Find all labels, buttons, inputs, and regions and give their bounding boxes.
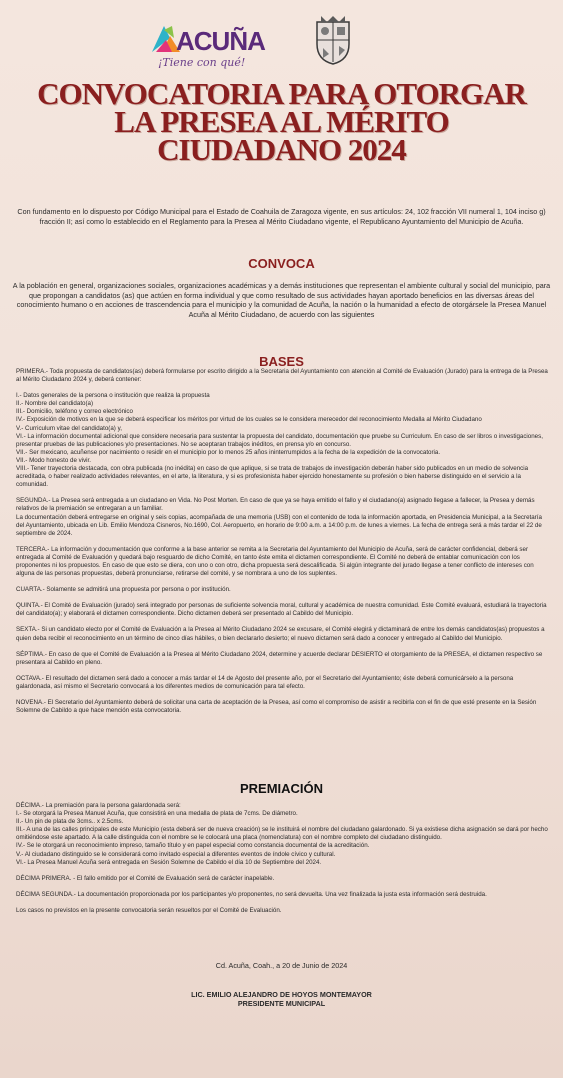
list-item: I.- Se otorgará la Presea Manuel Acuña, que consistirá en una medalla de plata de 7cms. De diámetro. — [16, 810, 298, 818]
list-item: IV.- Exposición de motivos en la que se deberá especificar los méritos por virtud de los cuales se le considera merecedor del reconocimiento Medalla al Mérito Ciudadano — [16, 416, 482, 424]
list-item: V.- Curriculum vitae del candidato(a) y, — [16, 424, 122, 432]
bases-heading: BASES — [259, 354, 304, 369]
decima: DÉCIMA.- La premiación para la persona galardonada será: — [16, 802, 181, 809]
decima-primera: DÉCIMA PRIMERA. - El fallo emitido por el Comité de Evaluación será de carácter inapelable. — [16, 874, 275, 882]
title-line-3: CIUDADANO 2024 — [157, 132, 406, 167]
list-item: IV.- Se le otorgará un reconocimiento impreso, tamaño título y en papel especial como constancia documental de la acreditación. — [16, 842, 370, 850]
header — [0, 8, 563, 78]
list-item: V.- Al ciudadano distinguido se le considerará como invitado especial a diferentes eventos de índole cívico y cultural. — [16, 850, 336, 858]
base-primera: PRIMERA.- Toda propuesta de candidatos(as) deberá formularse por escrito dirigido a la Secretaria del Ayuntamiento con atención al Comité de Evaluación (Jurado) para la entrega de la Presea al Mérito Ciudadano 2024 y, deberá contener: — [16, 368, 548, 384]
list-item: VII.- Ser mexicano, acuñense por nacimiento o residir en el municipio por lo menos 25 años ininterrumpidos a la fecha de la expedición de la convocatoria. — [16, 448, 441, 456]
signature-block — [0, 990, 563, 1009]
list-item: VI.- La información documental adicional que considere necesaria para sustentar la propuesta del candidato, documentación que pruebe su Curriculum. En caso de ser libros o investigaciones, presentar pruebas de las publicaciones y/o presentaciones. No se aceptaran trabajos inéditos, en prensa y/o en concurso. — [16, 432, 543, 448]
casos-no-previstos: Los casos no previstos en la presente convocatoria serán resueltos por el Comité de Evaluación. — [16, 906, 282, 914]
convoca-paragraph: A la población en general, organizaciones sociales, organizaciones académicas y a demás instituciones que representan el ambiente cultural y social del municipio, para que propongan a candidatos (as) que actúen en forma individual y que como resultado de sus actividades hayan aportado beneficios en las diversas áreas del conocimiento humano o en acciones de trascendencia para el municipio y la comunidad de Acuña, la nación o la humanidad a efecto de otorgársele la Presea Manuel Acuña al Mérito Ciudadano, de acuerdo con las siguientes — [12, 281, 551, 319]
base-novena: NOVENA.- El Secretario del Ayuntamiento deberá de solicitar una carta de aceptación de la Presea, así como el compromiso de asistir a recibirla con el fin de que esté presente en la Sesión Solemne de Cabildo a que hace mención esta convocatoria. — [16, 699, 537, 715]
base-segunda: SEGUNDA.- La Presea será entregada a un ciudadano en Vida. No Post Morten. En caso de que ya se haya emitido el fallo y el ciudadano(a) asignado llegase a fallecer, la Presea y demás relativos de la premiación se entregaran a un familiar. — [16, 497, 535, 513]
list-item: VIII.- Tener trayectoria destacada, con obra publicada (no inédita) en caso de que aplique, si se trata de trabajos de investigación deberán haber sido publicados en un medio de solvencia acreditada, o haber realizado actividades relevantes, en el arte, la literatura, y si es profesionista haber ejercido honestamente su profesión o bien haberse distinguido en el servicio a la comunidad. — [16, 465, 529, 489]
title-line-1: CONVOCATORIA PARA OTORGAR — [37, 76, 526, 111]
logo-tagline: ¡Tiene con qué! — [158, 56, 246, 69]
base-septima: SÉPTIMA.- En caso de que el Comité de Evaluación a la Presea al Mérito Ciudadano 2024, determine y acuerde declarar DESIERTO el otorgamiento de la PRESEA, el dictamen respectivo se presentara al Cabildo en pleno. — [16, 650, 543, 666]
list-item: III.- Domicilio, teléfono y correo electrónico — [16, 408, 133, 416]
title-line-2: LA PRESEA AL MÉRITO — [114, 104, 449, 139]
base-quinta: QUINTA.- El Comité de Evaluación (jurado) será integrado por personas de suficiente solvencia moral, cultural y académica de nuestra comunidad. Este Comité evaluará, estudiará la trayectoria del candidato(a); y elaborará el dictamen correspondiente. Dicho dictamen deberá ser presentado al Cabildo del Municipio. — [16, 602, 547, 618]
base-sexta: SEXTA.- Si un candidato electo por el Comité de Evaluación a la Presea al Mérito Ciudadano 2024 se excusare, el Comité elegirá y dictaminará de entre los demás candidatos(as) propuestos a quien deba recibir el reconocimiento en un término de cinco días hábiles, o bien declararlo desierto; el nuevo dictamen será dado a conocer y entregado al Cabildo del Municipio. — [16, 626, 545, 642]
base-tercera: TERCERA.- La información y documentación que conforme a la base anterior se remita a la Secretaria del Ayuntamiento del Municipio de Acuña, será de carácter confidencial, deberá ser entregada al Comité de Evaluación y quedará bajo resguardo de dicho Comité, en tanto éste emita el dictamen correspondiente. El Comité no deberá de entablar comunicación con los proponentes ni los propuestos. En caso de que esto se diera, con uno o con otro, dicha propuesta será descalificada. Si algún integrante del jurado llegase a tener conflicto de intereses con alguna de las personas propuestas, deberá pronunciarse, retirarse del comité, y se nombrara a uno de los suplentes. — [16, 545, 534, 578]
signer-name: LIC. EMILIO ALEJANDRO DE HOYOS MONTEMAYOR — [191, 990, 372, 999]
place-date: Cd. Acuña, Coah., a 20 de Junio de 2024 — [215, 961, 348, 970]
convoca-heading: CONVOCA — [248, 256, 315, 271]
list-item: I.- Datos generales de la persona o institución que realiza la propuesta — [16, 392, 210, 400]
premiacion-section — [16, 802, 549, 915]
base-segunda-documentacion: La documentación deberá entregarse en original y seis copias, acompañada de una memoria (USB) con el contenido de toda la información aportada, en Presidencia Municipal, a la Secretaría del Ayuntamiento, ubicada en Lib. Emilio Mendoza Cisneros, No.1690, Col. Aeropuerto, en horario de 9:00 a.m. a 14:00 p.m. de lunes a viernes. La fecha de entrega será a más tardar el 22 de septiembre de 2024. — [16, 513, 542, 537]
premiacion-heading: PREMIACIÓN — [239, 781, 324, 796]
list-item: VII.- Modo honesto de vivir. — [16, 456, 91, 464]
acuna-logo — [150, 22, 265, 74]
logo-word: ACUÑA — [176, 26, 265, 56]
decima-segunda: DÉCIMA SEGUNDA.- La documentación proporcionada por los participantes y/o proponentes, no será devuelta. Una vez finalizada la justa esta información será destruida. — [16, 890, 487, 898]
page-title — [0, 76, 563, 167]
signer-title: PRESIDENTE MUNICIPAL — [237, 999, 326, 1009]
bases-section — [16, 368, 549, 715]
base-octava: OCTAVA.- El resultado del dictamen será dado a conocer a más tardar el 14 de Agosto del presente año, por el Secretario del Ayuntamiento; éste deberá comunicárselo a la persona galardonada, así mismo el Secretario convocará a los diferentes medios de comunicación para tal efecto. — [16, 674, 514, 690]
intro-paragraph: Con fundamento en lo dispuesto por Código Municipal para el Estado de Coahuila de Zaragoza vigente, en sus artículos: 24, 102 fracción VII numeral 1, 104 inciso g) fracción II; así como lo establecido en el Reglamento para la Presea al Mérito Ciudadano vigente, el Republicano Ayuntamiento del Municipio de Acuña. — [17, 207, 546, 226]
municipal-seal-icon — [313, 14, 353, 66]
list-item: III.- A una de las calles principales de este Municipio (esta deberá ser de nueva creación) se le instituirá el nombre del ciudadano galardonado. Si ya existiese dicha asignación se dará por hecho omitiéndose este apartado. A la calle distinguida con el nombre se le colocará una placa (nomenclatura) con el nombre completo del ciudadano distinguido. — [16, 826, 548, 842]
base-cuarta: CUARTA.- Solamente se admitirá una propuesta por persona o por institución. — [16, 586, 231, 594]
list-item: VI.- La Presea Manuel Acuña será entregada en Sesión Solemne de Cabildo el día 10 de Septiembre del 2024. — [16, 858, 322, 866]
list-item: II.- Nombre del candidato(a) — [16, 400, 94, 408]
list-item: II.- Un pin de plata de 3cms.. x 2.5cms. — [16, 818, 124, 826]
